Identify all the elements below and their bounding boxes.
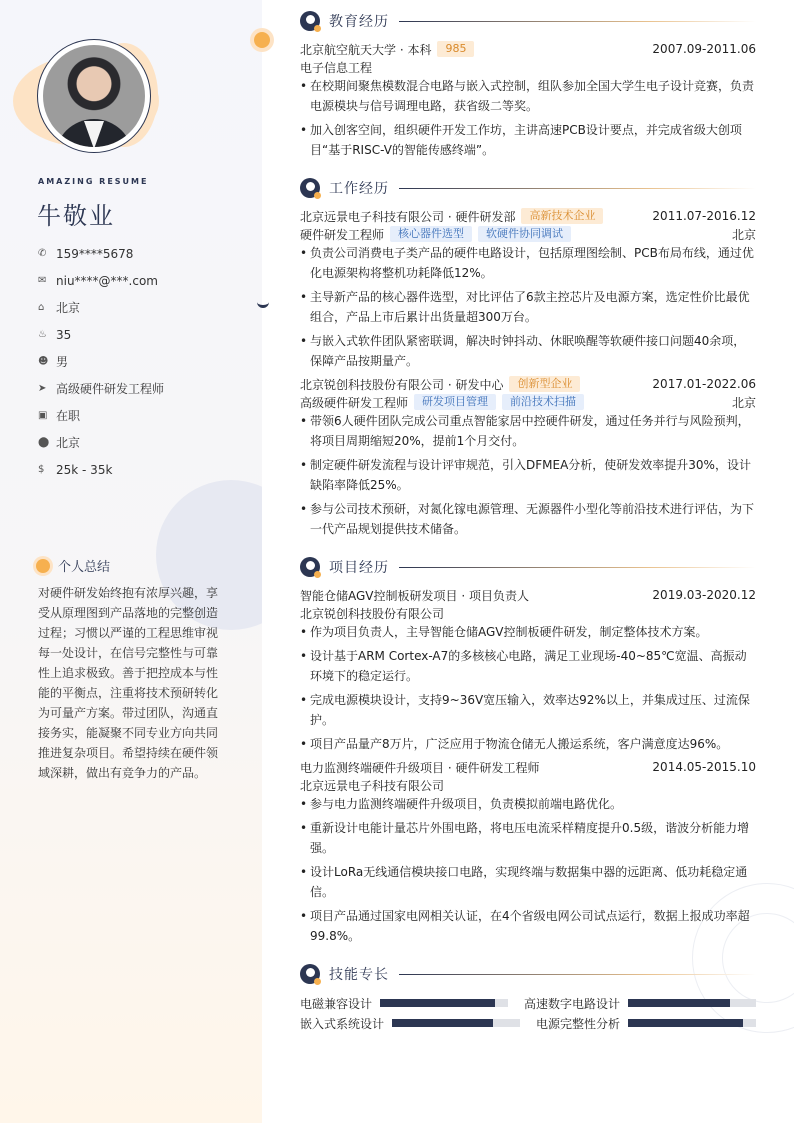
briefcase-icon: ▣ [38, 410, 48, 421]
list-item: • 主导新产品的核心器件选型，对比评估了6款主控芯片及电源方案，选定性价比最优组合，产品上市后累计出货量超300万台。 [300, 287, 756, 327]
role-tag: 研发项目管理 [414, 394, 496, 410]
list-item: • 项目产品通过国家电网相关认证，在4个省级电网公司试点运行，数据上报成功率超99.8%。 [300, 906, 756, 946]
sidebar [0, 0, 262, 1123]
decorative-dot-icon [254, 32, 270, 48]
list-item: • 制定硬件研发流程与设计评审规范，引入DFMEA分析，使研发效率提升30%，设计缺陷率降低25%。 [300, 455, 756, 495]
list-item: • 与嵌入式软件团队紧密联调，解决时钟抖动、休眠唤醒等软硬件接口问题40余项，保障产品按期量产。 [300, 331, 756, 371]
list-item: • 设计基于ARM Cortex-A7的多核核心电路，满足工业现场-40~85℃宽温、高振动环境下的稳定运行。 [300, 646, 756, 686]
work-heading: 工作经历 [300, 177, 756, 199]
project-name-row: 电力监测终端硬件升级项目 · 硬件研发工程师 2014.05-2015.10 [300, 760, 756, 775]
skill-bar-fill [392, 1019, 493, 1027]
contact-home: ⌂ 北京 [38, 301, 81, 315]
skill-bar-fill [380, 999, 495, 1007]
skills-heading: 技能专长 [300, 963, 756, 985]
contact-gender: ☻ 男 [38, 355, 69, 369]
school-name: 北京航空航天大学 · 本科 [300, 42, 432, 57]
skill-bar [380, 999, 508, 1007]
skill-item: 电磁兼容设计 [300, 995, 508, 1012]
skill-bar [628, 1019, 756, 1027]
contact-location: ⬤ 北京 [38, 436, 81, 450]
skill-bar [628, 999, 756, 1007]
candidate-name: 牛敬业 [37, 202, 115, 230]
project-date: 2019.03-2020.12 [652, 588, 756, 602]
job-company-row: 北京远景电子科技有限公司 · 硬件研发部 高新技术企业 2011.07-2016.12 [300, 209, 756, 224]
project-org-row: 北京远景电子科技有限公司 [300, 778, 445, 793]
list-item: • 重新设计电能计量芯片外围电路，将电压电流采样精度提升0.5级，谐波分析能力增强。 [300, 818, 756, 858]
contact-age: ♨ 35 [38, 327, 72, 342]
list-item: • 参与电力监测终端硬件升级项目，负责模拟前端电路优化。 [300, 794, 756, 814]
contact-email: ✉ niu****@***.com [38, 273, 158, 288]
skills-grid [300, 993, 756, 1033]
section-divider [399, 188, 756, 189]
list-item: • 完成电源模块设计，支持9~36V宽压输入，效率达92%以上，并集成过压、过流保护。 [300, 690, 756, 730]
avatar [43, 45, 145, 147]
project-name-row: 智能仓储AGV控制板研发项目 · 项目负责人 2019.03-2020.12 [300, 588, 756, 603]
role-tag: 核心器件选型 [390, 226, 472, 242]
education-major-row [300, 58, 756, 76]
list-item: • 设计LoRa无线通信模块接口电路，实现终端与数据集中器的远距离、低功耗稳定通信。 [300, 862, 756, 902]
job-company-row: 北京锐创科技股份有限公司 · 研发中心 创新型企业 2017.01-2022.06 [300, 377, 756, 392]
list-item: • 加入创客空间，组织硬件开发工作坊，主讲高速PCB设计要点，并完成省级大创项目“基于RISC-V的智能传感终端”。 [300, 120, 756, 160]
education-row [300, 40, 756, 58]
cake-icon: ♨ [38, 329, 47, 340]
section-icon [300, 11, 320, 31]
education-bullets [300, 76, 756, 164]
skill-bar-fill [628, 999, 730, 1007]
contact-salary: $ 25k - 35k [38, 462, 113, 477]
section-icon [300, 557, 320, 577]
job-date: 2011.07-2016.12 [652, 209, 756, 223]
role-tag: 前沿技术扫描 [502, 394, 584, 410]
section-divider [399, 21, 756, 22]
decorative-arc-icon [257, 296, 269, 308]
skill-item: 嵌入式系统设计 [300, 1015, 520, 1032]
job-role-row: 硬件研发工程师 核心器件选型 软硬件协同调试 北京 [300, 227, 756, 242]
education-heading: 教育经历 [300, 10, 756, 32]
major: 电子信息工程 [300, 60, 373, 75]
skill-item: 电源完整性分析 [536, 1015, 756, 1032]
job-bullets [300, 243, 756, 375]
project-org-row: 北京锐创科技股份有限公司 [300, 606, 445, 621]
list-item: • 在校期间聚焦模数混合电路与嵌入式控制，组队参加全国大学生电子设计竞赛，负责电源模块与信号调理电路，获省级二等奖。 [300, 76, 756, 116]
list-item: • 参与公司技术预研，对氮化镓电源管理、无源器件小型化等前沿技术进行评估，为下一代产品规划提供技术储备。 [300, 499, 756, 539]
education-date: 2007.09-2011.06 [652, 42, 756, 56]
project-date: 2014.05-2015.10 [652, 760, 756, 774]
section-divider [399, 974, 756, 975]
section-divider [399, 567, 756, 568]
skill-bar [392, 1019, 520, 1027]
company-tag: 高新技术企业 [521, 208, 603, 224]
project-bullets [300, 794, 756, 950]
project-bullets [300, 622, 756, 758]
phone-icon: ✆ [38, 248, 47, 259]
role-tag: 软硬件协同调试 [478, 226, 571, 242]
email-icon: ✉ [38, 275, 47, 286]
skill-bar-fill [628, 1019, 743, 1027]
contact-status: ▣ 在职 [38, 409, 81, 423]
section-icon [300, 964, 320, 984]
skill-item: 高速数字电路设计 [524, 995, 756, 1012]
job-city: 北京 [731, 227, 756, 242]
list-item: • 带领6人硬件团队完成公司重点智能家居中控硬件研发，通过任务并行与风险预判，将项目周期缩短20%，提前1个月交付。 [300, 411, 756, 451]
resume-tagline: AMAZING RESUME [38, 177, 149, 186]
list-item: • 作为项目负责人，主导智能仓储AGV控制板硬件研发，制定整体技术方案。 [300, 622, 756, 642]
job-city: 北京 [731, 395, 756, 410]
summary-heading: 个人总结 [36, 556, 110, 575]
gender-icon: ☻ [38, 356, 49, 367]
school-tag: 985 [437, 41, 474, 57]
job-role-row: 高级硬件研发工程师 研发项目管理 前沿技术扫描 北京 [300, 395, 756, 410]
section-icon [300, 178, 320, 198]
projects-heading: 项目经历 [300, 556, 756, 578]
summary-dot-icon [36, 559, 50, 573]
contact-phone: ✆ 159****5678 [38, 246, 134, 261]
salary-icon: $ [38, 464, 45, 475]
company-tag: 创新型企业 [509, 376, 580, 392]
job-date: 2017.01-2022.06 [652, 377, 756, 391]
list-item: • 项目产品量产8万片，广泛应用于物流仓储无人搬运系统，客户满意度达96%。 [300, 734, 756, 754]
summary-text: 对硬件研发始终抱有浓厚兴趣，享受从原理图到产品落地的完整创造过程；习惯以严谨的工程思维审视每一处设计，在信号完整性与可靠性上追求极致。善于把控成本与性能的平衡点，注重将技术预研转化为可量产方案。带过团队，沟通直接务实，能凝聚不同专业方向共同推进复杂项目。希望持续在硬件领域深耕，做出有竞争力的产品。 [38, 586, 219, 780]
home-icon: ⌂ [38, 302, 45, 313]
contact-position: ➤ 高级硬件研发工程师 [38, 382, 165, 396]
send-icon: ➤ [38, 383, 47, 394]
contact-list [38, 240, 164, 483]
location-icon: ⬤ [38, 437, 50, 448]
list-item: • 负责公司消费电子类产品的硬件电路设计，包括原理图绘制、PCB布局布线，通过优化电源架构将整机功耗降低12%。 [300, 243, 756, 283]
job-bullets [300, 411, 756, 543]
